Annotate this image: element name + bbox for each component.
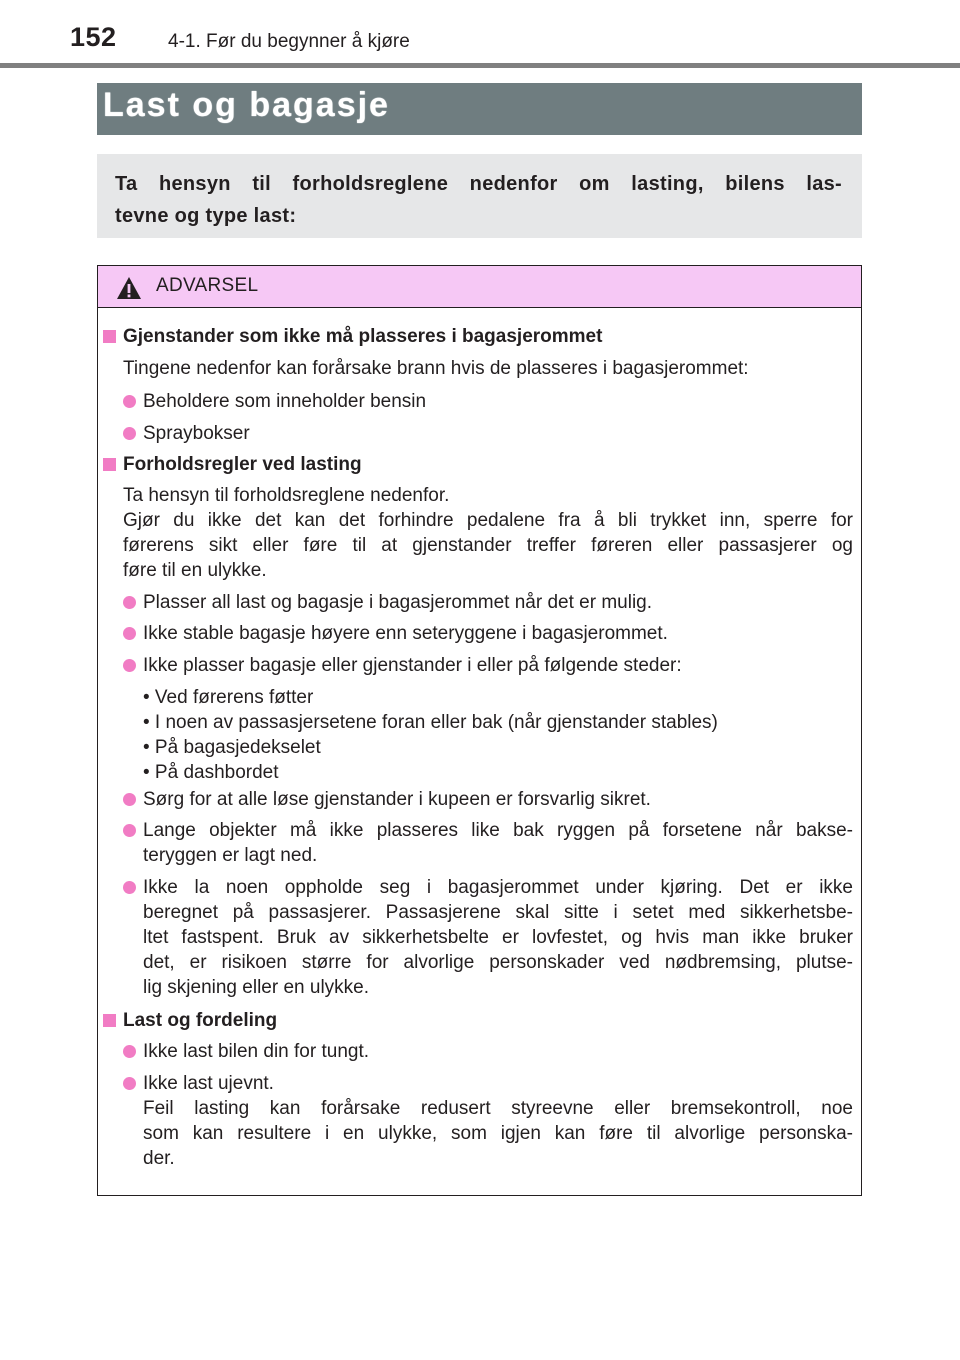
list-item-line: beregnet på passasjerer. Passasjerene skal sitte i setet med sikkerhetsbe- [143,902,853,923]
list-item-line: som kan resultere i en ulykke, som igjen kan føre til alvorlige personska- [143,1123,853,1144]
page-header [0,0,960,70]
list-item: Spraybokser [143,423,250,444]
header-rule [0,63,960,68]
sub-list-item: • På dashbordet [143,762,279,783]
list-item: Ikke stable bagasje høyere enn seteryggene i bagasjerommet. [143,623,668,644]
list-item: Plasser all last og bagasje i bagasjerommet når det er mulig. [143,592,653,613]
section-heading: Last og fordeling [123,1010,278,1031]
paragraph: Tingene nedenfor kan forårsake brann hvis de plasseres i bagasjerommet: [123,358,749,379]
list-item-line: Lange objekter må ikke plasseres like bak ryggen på forsetene når bakse- [143,820,853,841]
list-item-line: det, er risikoen større for alvorlige personskader ved nødbremsing, plutse- [143,952,853,973]
list-item-line: Ikke last ujevnt. [143,1073,274,1094]
intro-text [115,168,842,232]
round-bullet-icon [123,1077,136,1090]
square-bullet-icon [103,1014,116,1027]
sub-list-item: • I noen av passasjersetene foran eller bak (når gjenstander stables) [143,712,718,733]
round-bullet-icon [123,659,136,672]
section-heading: Forholdsregler ved lasting [123,454,362,475]
round-bullet-icon [123,427,136,440]
list-item-line: Ikke la noen oppholde seg i bagasjerommet under kjøring. Det er ikke [143,877,853,898]
list-item: Beholdere som inneholder bensin [143,391,427,412]
round-bullet-icon [123,824,136,837]
square-bullet-icon [103,330,116,343]
list-item: Sørg for at alle løse gjenstander i kupeen er forsvarlig sikret. [143,789,651,810]
warning-header [98,266,861,308]
round-bullet-icon [123,395,136,408]
chapter-title: 4-1. Før du begynner å kjøre [168,31,410,52]
warning-box [97,265,862,1196]
intro-box [97,154,862,238]
round-bullet-icon [123,881,136,894]
list-item: Ikke plasser bagasje eller gjenstander i eller på følgende steder: [143,655,682,676]
paragraph: Ta hensyn til forholdsreglene nedenfor. [123,485,450,506]
warning-triangle-icon [116,276,142,300]
paragraph-line: førerens sikt eller føre til at gjenstander treffer føreren eller passasjerer og [123,535,853,556]
section-title: Last og bagasje [103,86,390,124]
paragraph-line: føre til en ulykke. [123,560,267,581]
section-banner [97,83,862,135]
round-bullet-icon [123,627,136,640]
list-item-line: Feil lasting kan forårsake redusert styreevne eller bremsekontroll, noe [143,1098,853,1119]
page-number: 152 [70,22,117,52]
square-bullet-icon [103,458,116,471]
sub-list-item: • På bagasjedekselet [143,737,321,758]
list-item: Ikke last bilen din for tungt. [143,1041,370,1062]
round-bullet-icon [123,793,136,806]
list-item-line: der. [143,1148,175,1169]
round-bullet-icon [123,596,136,609]
round-bullet-icon [123,1045,136,1058]
intro-line: tevne og type last: [115,205,297,227]
paragraph-line: Gjør du ikke det kan det forhindre pedalene fra å bli trykket inn, sperre for [123,510,853,531]
section-heading: Gjenstander som ikke må plasseres i bagasjerommet [123,326,603,347]
sub-list-item: • Ved førerens føtter [143,687,314,708]
intro-line: Ta hensyn til forholdsreglene nedenfor om lasting, bilens las- [115,173,842,195]
list-item-line: ltet fastspent. Bruk av sikkerhetsbelte er lovfestet, og hvis man ikke bruker [143,927,853,948]
list-item-line: teryggen er lagt ned. [143,845,318,866]
list-item-line: lig skjening eller en ulykke. [143,977,370,998]
warning-title: ADVARSEL [156,275,259,296]
